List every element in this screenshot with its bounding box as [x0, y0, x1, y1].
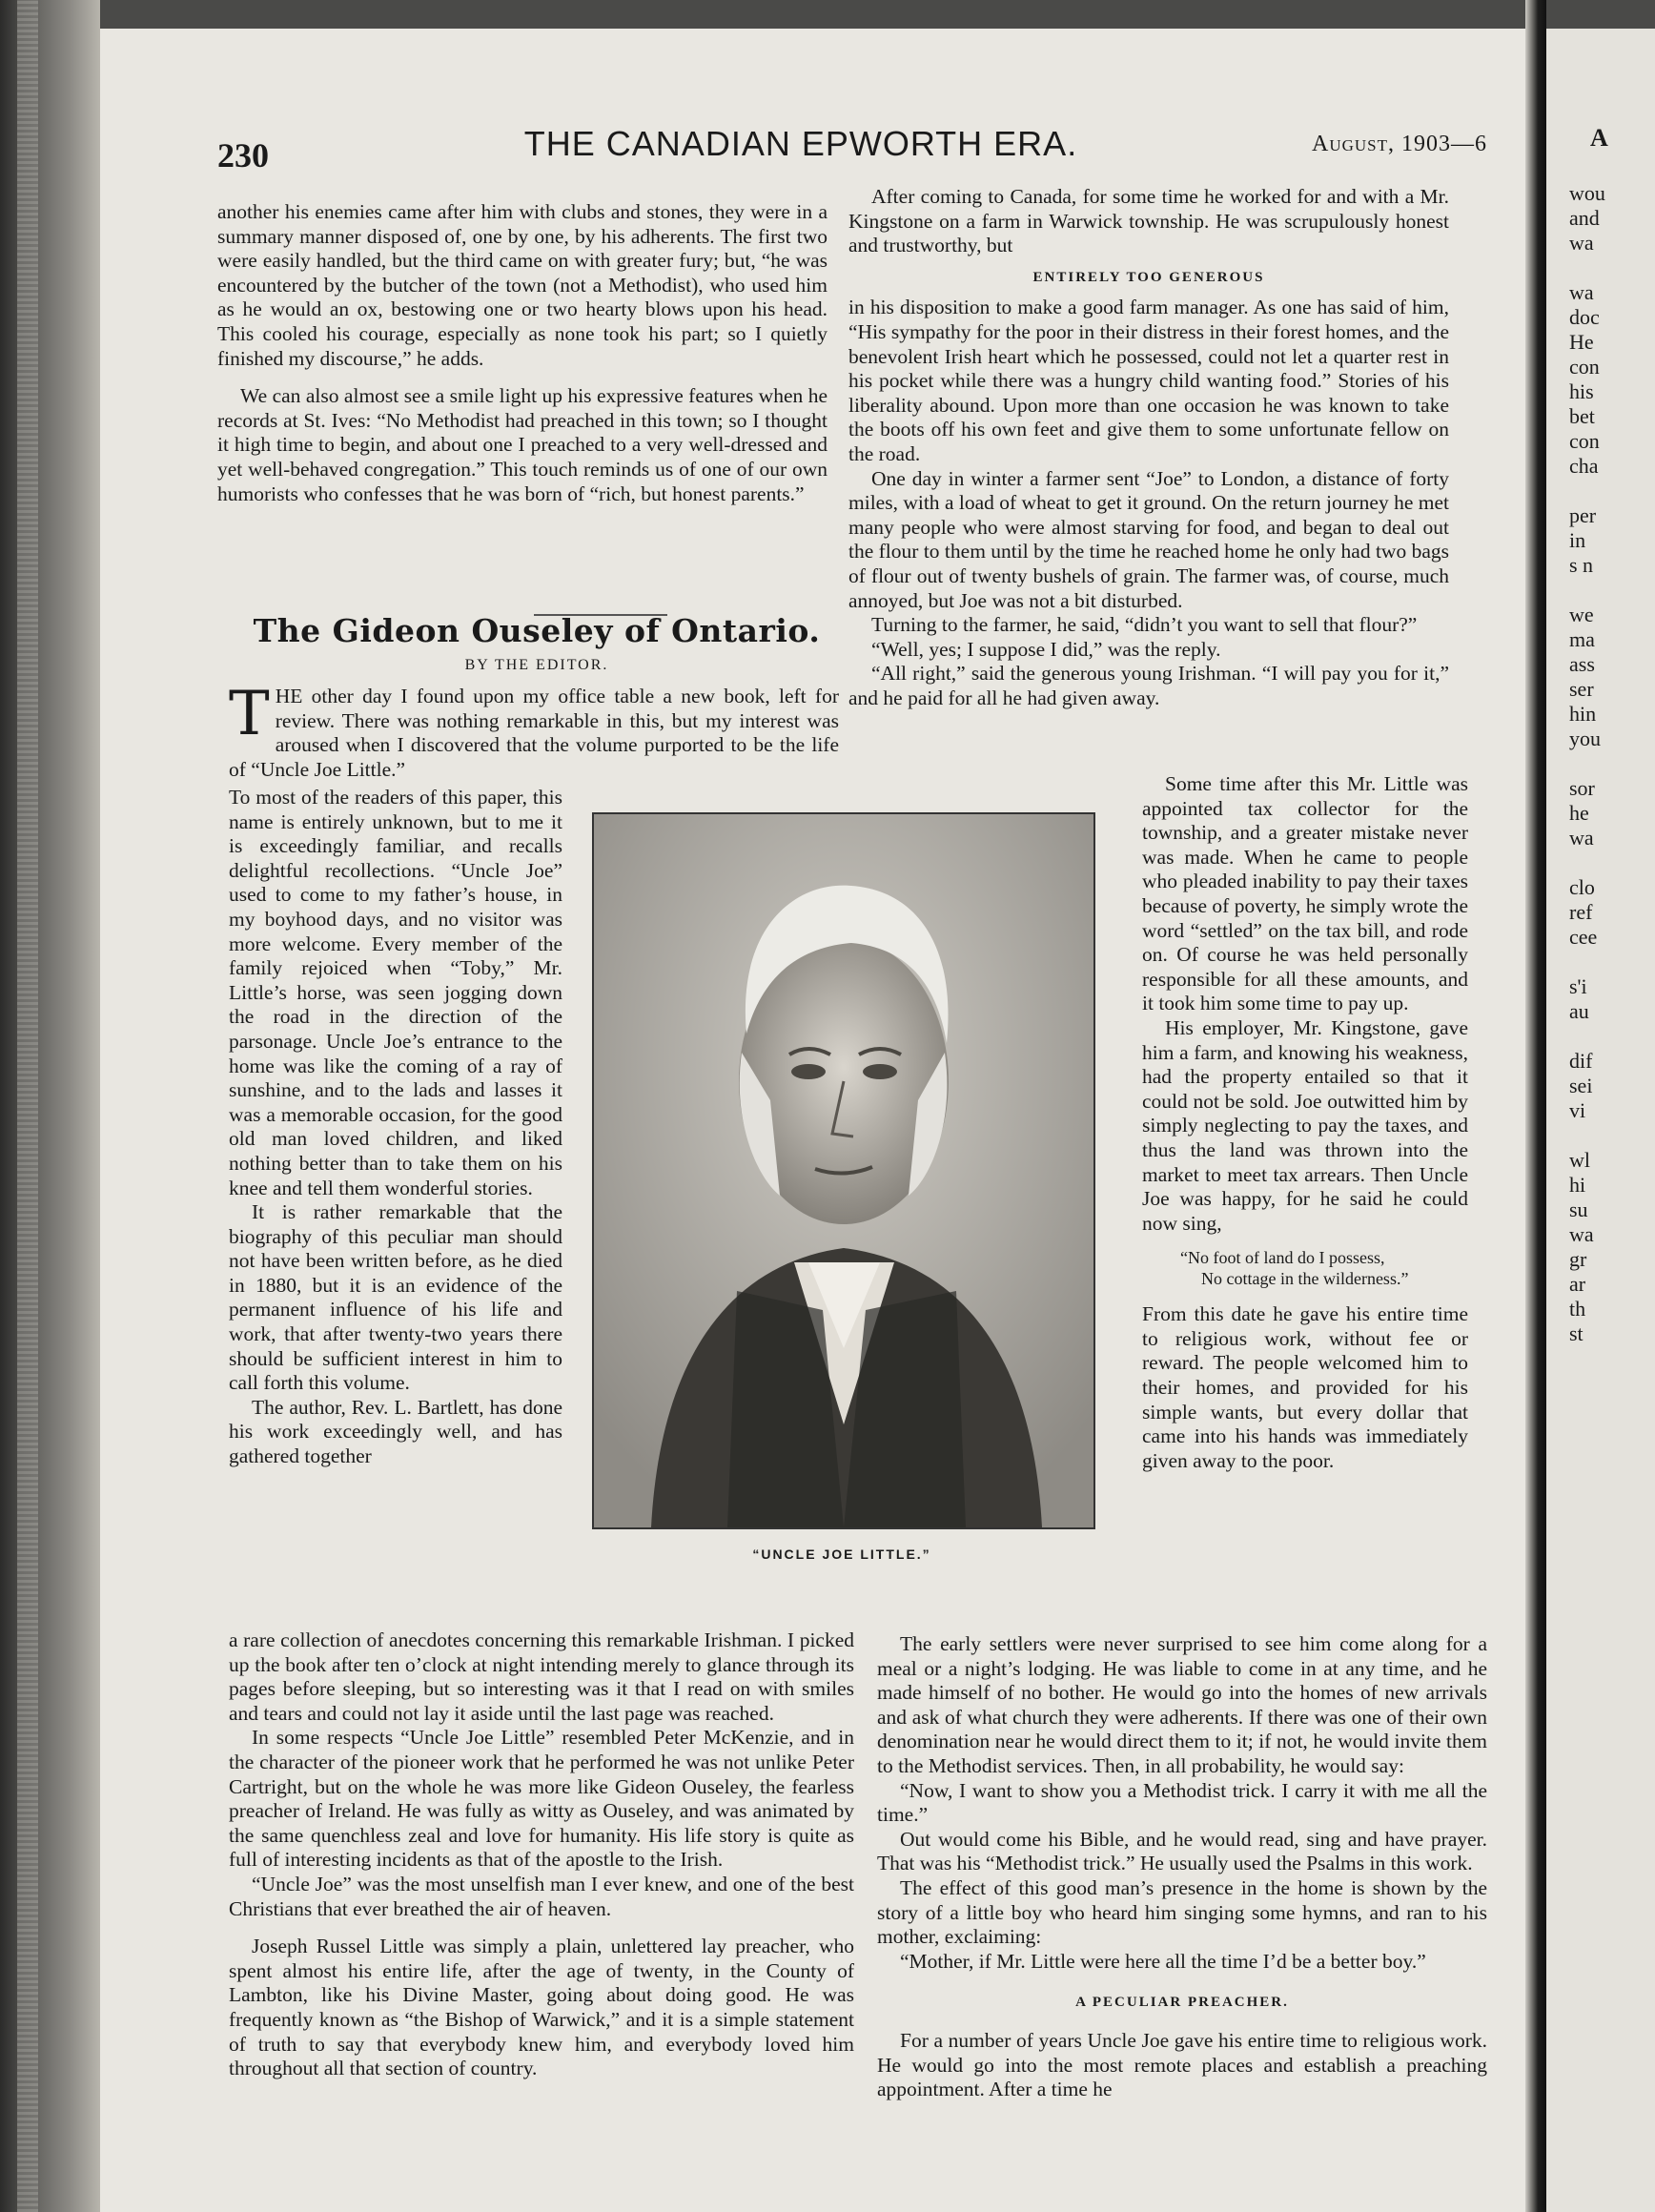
paragraph: in his disposition to make a good farm manager. As one has said of him, “His sympathy for the poor in their distress in their forest homes, and the benevolent Irish heart which he possessed, could not let a quarter rest in his pocket while there was a hungry child wanting food.” Stories of his liberality abound. Upon more than one occasion he was known to take the boots off his own feet and give them to some unfortunate fellow on the road. [848, 296, 1449, 465]
facing-page-fragment: ma [1569, 627, 1595, 651]
paragraph: The author, Rev. L. Bartlett, has done his work exceedingly well, and has gathered together [229, 1395, 562, 1468]
facing-page-fragment: we [1569, 603, 1594, 626]
facing-page-fragment: con [1569, 429, 1600, 453]
facing-page-fragment: su [1569, 1198, 1588, 1221]
left-narrow-column [229, 786, 562, 1469]
facing-page-header: A [1590, 124, 1608, 152]
facing-page-fragment: s n [1569, 553, 1594, 577]
facing-page-fragment: wa [1569, 826, 1594, 850]
verse-line: “No foot of land do I possess, [1180, 1248, 1385, 1268]
page-number: 230 [217, 136, 269, 174]
paragraph: Joseph Russel Little was simply a plain, unlettered lay preacher, who spent almost his entire life, after the age of twenty, in the County of Lambton, like his Divine Master, going about doing good. He was frequently known as “the Bishop of Warwick,” and it is a simple statement of truth to say that everybody knew him, and everybody loved him throughout all that section of country. [229, 1935, 854, 2080]
paragraph: It is rather remarkable that the biography of this peculiar man should not have been written before, as he died in 1880, but it is an evidence of the permanent influence of his life and work, that after twenty-two years there should be sufficient interest in him to call forth this volume. [229, 1200, 562, 1395]
article-title: The Gideon Ouseley of Ontario. [253, 612, 821, 649]
journal-title: THE CANADIAN EPWORTH ERA. [523, 124, 1078, 163]
paragraph: “Now, I want to show you a Methodist trick. I carry it with me all the time.” [877, 1778, 1487, 1827]
left-wide-column [229, 1628, 854, 2081]
verse-quote [1142, 1247, 1468, 1289]
facing-page-fragment: sor [1569, 776, 1595, 800]
facing-page-fragment: hi [1569, 1173, 1586, 1197]
article-byline: BY THE EDITOR. [464, 657, 609, 673]
book-spine [0, 0, 100, 2212]
verse-line: No cottage in the wilderness.” [1201, 1269, 1409, 1289]
paragraph: Some time after this Mr. Little was appointed tax collector for the township, and a greater mistake never was made. When he came to people who pleaded inability to pay their taxes because of poverty, he simply wrote the word “settled” on the tax bill, and rode on. Of course he was held personally responsible for all these amounts, and it took him some time to pay up. [1142, 772, 1468, 1015]
facing-page-fragment: st [1569, 1321, 1583, 1345]
paragraph: After coming to Canada, for some time he worked for and with a Mr. Kingstone on a farm in Warwick township. He was scrupulously honest and trustworthy, but [848, 185, 1449, 257]
facing-page-fragment: sei [1569, 1074, 1593, 1097]
facing-page-fragment: ref [1569, 900, 1593, 924]
subheading: ENTIRELY TOO GENEROUS [1032, 269, 1265, 285]
paragraph: “Well, yes; I suppose I did,” was the reply. [871, 637, 1221, 661]
facing-page-fragment: wa [1569, 231, 1594, 255]
paragraph: another his enemies came after him with clubs and stones, they were in a summary manner disposed of, one by one, by his adherents. The first two were easily handled, but the third came on with greater fury; but, “he was encountered by the butcher of the town (not a Methodist), who used him as he would an ox, bestowing one or two hearty blows upon his head. This cooled his courage, especially as none took his part; so I quietly finished my discourse,” he adds. [217, 200, 828, 370]
facing-page [1546, 29, 1655, 2212]
paragraph: One day in winter a farmer sent “Joe” to London, a distance of forty miles, with a load of wheat to get it ground. On the return journey he met many people who were almost starving for food, and began to deal out the flour to them until by the time he reached home he only had two bags of flour out of twenty bushels of grain. The farmer was, of course, much annoyed, but Joe was not a bit disturbed. [848, 466, 1449, 612]
facing-page-fragment: in [1569, 528, 1586, 552]
facing-page-fragment: per [1569, 503, 1597, 527]
subheading: A PECULIAR PREACHER. [1075, 1995, 1289, 2011]
paragraph: a rare collection of anecdotes concerning this remarkable Irishman. I picked up the book after ten o’clock at night intending merely to glance through its pages before sleeping, but so interesting was it that I read on with smiles and tears and could not lay it aside until the last page was reached. [229, 1628, 854, 1725]
facing-page-fragment: vi [1569, 1098, 1586, 1122]
facing-page-fragment: you [1569, 727, 1601, 750]
facing-page-fragment: wou [1569, 181, 1605, 205]
right-column-bottom [877, 1632, 1487, 2102]
facing-page-fragment: wa [1569, 280, 1594, 304]
page-edges [17, 0, 38, 2212]
portrait-engraving [594, 814, 1093, 1527]
facing-page-fragment: s'i [1569, 974, 1587, 998]
facing-page-fragment: wl [1569, 1148, 1590, 1172]
gutter-shadow [1525, 0, 1546, 2212]
running-header [114, 114, 1487, 172]
issue-date: August, 1903—6 [1311, 132, 1487, 156]
facing-page-fragment: ar [1569, 1272, 1586, 1296]
paragraph: “Uncle Joe” was the most unselfish man I ever knew, and one of the best Christians that ever breathed the air of heaven. [229, 1872, 854, 1920]
facing-page-fragment: clo [1569, 875, 1595, 899]
paragraph: Out would come his Bible, and he would read, sing and have prayer. That was his “Methodist trick.” He usually used the Psalms in this work. [877, 1827, 1487, 1875]
facing-page-fragment: bet [1569, 404, 1595, 428]
left-column-continuation [217, 200, 828, 506]
right-column-top [848, 185, 1449, 710]
facing-page-fragment: wa [1569, 1222, 1594, 1246]
facing-page-fragment: cha [1569, 454, 1599, 478]
paragraph: In some respects “Uncle Joe Little” resembled Peter McKenzie, and in the character of the pioneer work that he performed he was not unlike Peter Cartright, but on the whole he was more like Gideon Ouseley, the fearless preacher of Ireland. He was fully as witty as Ouseley, and was animated by the same quenchless zeal and love for humanity. His life story is quite as full of interesting incidents as that of the apostle to the Irish. [229, 1726, 854, 1872]
facing-page-fragment: and [1569, 206, 1600, 230]
paragraph: Turning to the farmer, he said, “didn’t you want to sell that flour?” [871, 613, 1418, 637]
facing-page-fragment: he [1569, 801, 1589, 825]
intro-text: HE other day I found upon my office table a new book, left for review. There was nothing remarkable in this, but my interest was aroused when I discovered that the volume purported to be the life of “Uncle Joe Little.” [229, 685, 839, 781]
paragraph: We can also almost see a smile light up his expressive features when he records at St. Ives: “No Methodist had preached in this town; so I thought it high time to begin, and about one I preached to a very well-dressed and yet well-behaved congregation.” This touch reminds us of one of our own humorists who confesses that he was born of “rich, but honest parents.” [217, 384, 828, 505]
paragraph: The effect of this good man’s presence in the home is shown by the story of a little boy who heard him singing some hymns, and ran to his mother, exclaiming: [877, 1875, 1487, 1949]
paragraph: “All right,” said the generous young Irishman. “I will pay you for it,” and he paid for all he had given away. [848, 662, 1449, 709]
drop-cap: T [229, 679, 270, 749]
intro-paragraph [229, 679, 839, 782]
paragraph: For a number of years Uncle Joe gave his entire time to religious work. He would go into the most remote places and establish a preaching appointment. After a time he [877, 2028, 1487, 2101]
facing-page-fragment: ser [1569, 677, 1594, 701]
facing-page-fragment: con [1569, 355, 1600, 379]
paragraph: “Mother, if Mr. Little were here all the time I’d be a better boy.” [900, 1949, 1426, 1973]
paragraph: To most of the readers of this paper, this name is entirely unknown, but to me it is exceedingly familiar, and recalls delightful recollections. “Uncle Joe” used to come to my father’s house, in my boyhood days, and no visitor was more welcome. Every member of the family rejoiced when “Toby,” Mr. Little’s horse, was seen jogging down the road in the direction of the parsonage. Uncle Joe’s entrance to the home was like the coming of a ray of sunshine, and to the lads and lasses it was a memorable occasion, for the good old man loved children, and liked nothing better than to take them on his knee and tell them wonderful stories. [229, 786, 562, 1199]
facing-page-fragment: dif [1569, 1049, 1593, 1073]
portrait-caption: “UNCLE JOE LITTLE.” [752, 1546, 931, 1562]
facing-page-fragment: gr [1569, 1247, 1587, 1271]
facing-page-fragment: ass [1569, 652, 1595, 676]
paragraph: From this date he gave his entire time to religious work, without fee or reward. The people welcomed him to their homes, and provided for his simple wants, but every dollar that came into his hands was immediately given away to the poor. [1142, 1302, 1468, 1472]
right-narrow-column [1142, 772, 1468, 1473]
portrait-image [592, 812, 1095, 1529]
facing-page-fragment: hin [1569, 702, 1597, 726]
facing-page-fragment: He [1569, 330, 1594, 354]
paragraph: The early settlers were never surprised to see him come along for a meal or a night’s lodging. He was liable to come in at any time, and he made himself of no bother. He would go into the homes of new arrivals and ask of what church they were adherents. If there was one of their own denomination near he would direct them to it; if not, he would invite them to the Methodist services. Then, in all probability, he would say: [877, 1632, 1487, 1777]
article-intro [229, 679, 839, 782]
facing-page-fragment: cee [1569, 925, 1598, 949]
paragraph: His employer, Mr. Kingstone, gave him a farm, and knowing his weakness, had the property entailed so that it could not be sold. Joe outwitted him by simply neglecting to pay the taxes, and thus the land was thrown into the market to meet tax arrears. Then Uncle Joe was happy, for he said he could now sing, [1142, 1015, 1468, 1235]
facing-page-fragment: au [1569, 999, 1589, 1023]
facing-page-fragment: his [1569, 379, 1594, 403]
facing-page-fragment: th [1569, 1297, 1586, 1321]
facing-page-fragment: doc [1569, 305, 1600, 329]
